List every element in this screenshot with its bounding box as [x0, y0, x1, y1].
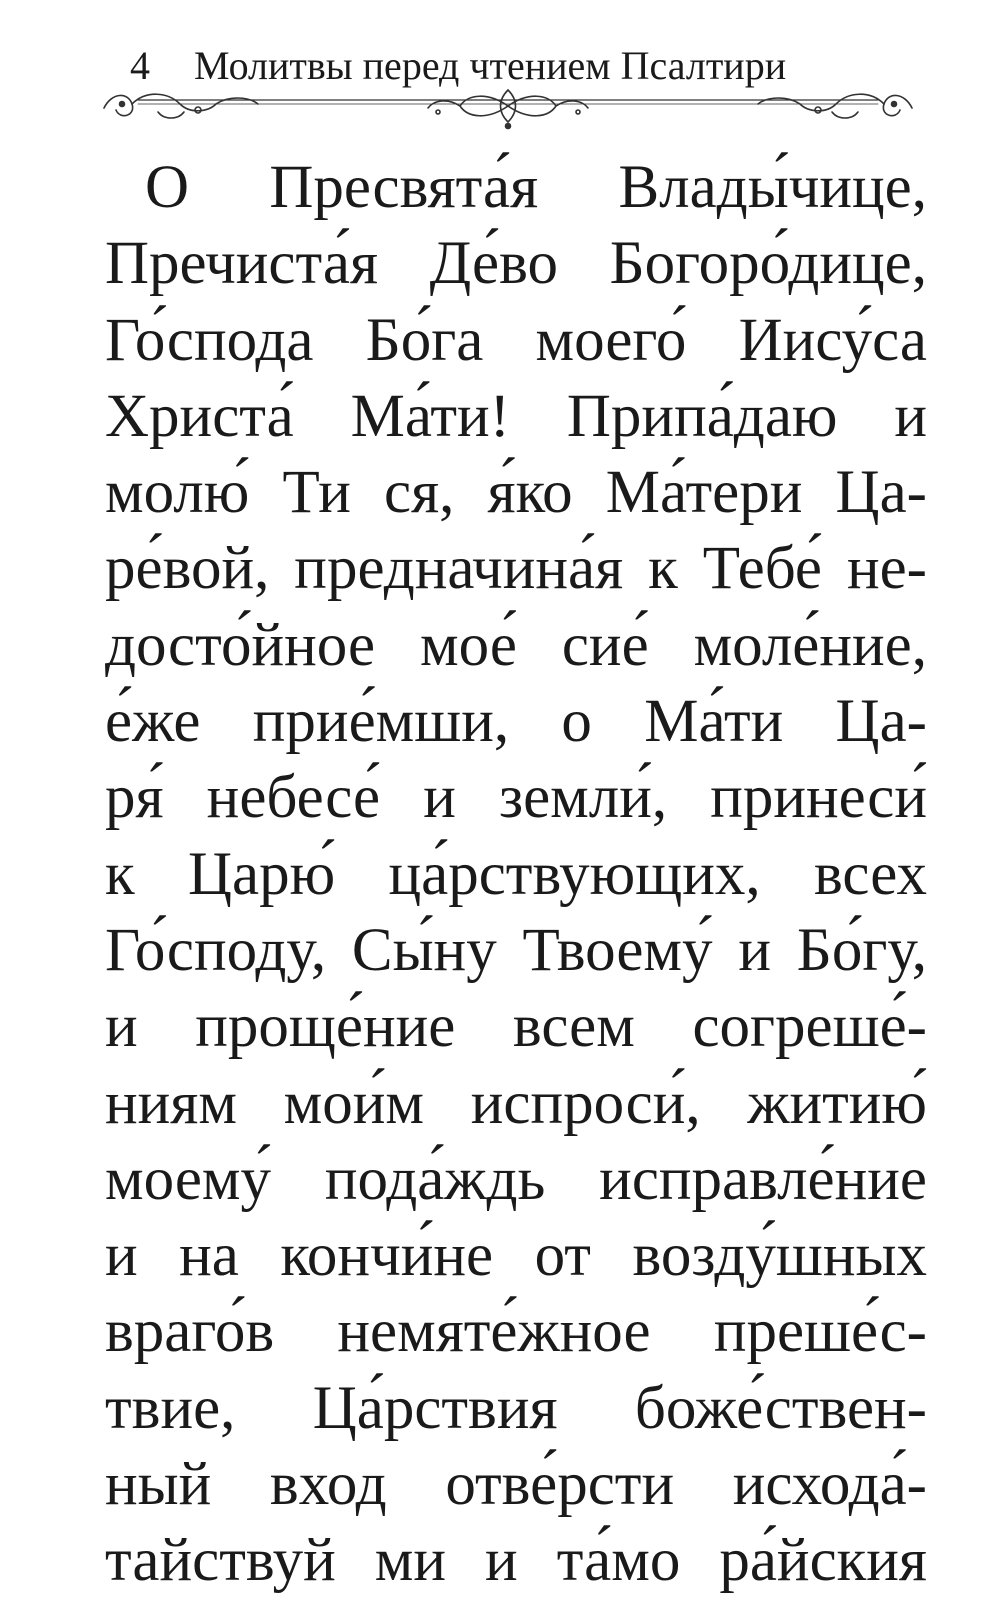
text-line: к Царю́ ца́рствующих, всех	[105, 840, 927, 908]
text-line: ре́вой, предначина́я к Тебе́ не-	[105, 535, 927, 603]
prayer-text	[105, 150, 927, 1600]
text-line: О Пресвята́я Влады́чице,	[145, 154, 927, 221]
text-line: твие, Ца́рствия боже́ствен-	[105, 1374, 927, 1442]
text-line: ря́ небесе́ и земли́, принеси́	[105, 764, 927, 832]
text-line: досто́йное мое́ сие́ моле́ние,	[105, 611, 927, 679]
text-line: Христа́ Ма́ти! Припа́даю и	[105, 382, 927, 450]
ornamental-divider	[98, 82, 918, 130]
text-line: молю́ Ти ся, я́ко Ма́тери Ца-	[105, 459, 927, 527]
text-line: враго́в немяте́жное преше́с-	[105, 1298, 927, 1366]
text-line: е́же прие́мши, о Ма́ти Ца-	[105, 688, 927, 756]
header-title: Молитвы перед чтением Псалтири	[194, 43, 787, 88]
text-line: ный вход отве́рсти исхода́-	[105, 1451, 927, 1519]
text-line: моему́ пода́ждь исправле́ние	[105, 1145, 927, 1213]
text-line: Пречиста́я Де́во Богоро́дице,	[105, 230, 927, 298]
text-line: Го́спода Бо́га моего́ Иису́са	[105, 306, 927, 374]
page-number: 4	[130, 43, 150, 88]
text-line: Го́споду, Сы́ну Твоему́ и Бо́гу,	[105, 916, 927, 984]
text-line: ниям мои́м испроси́, житию́	[105, 1069, 927, 1137]
text-line: и проще́ние всем согреше́-	[105, 993, 927, 1061]
text-line: и на кончи́не от возду́шных	[105, 1222, 927, 1290]
text-line: тайствуй ми и та́мо ра́йския	[105, 1527, 927, 1595]
